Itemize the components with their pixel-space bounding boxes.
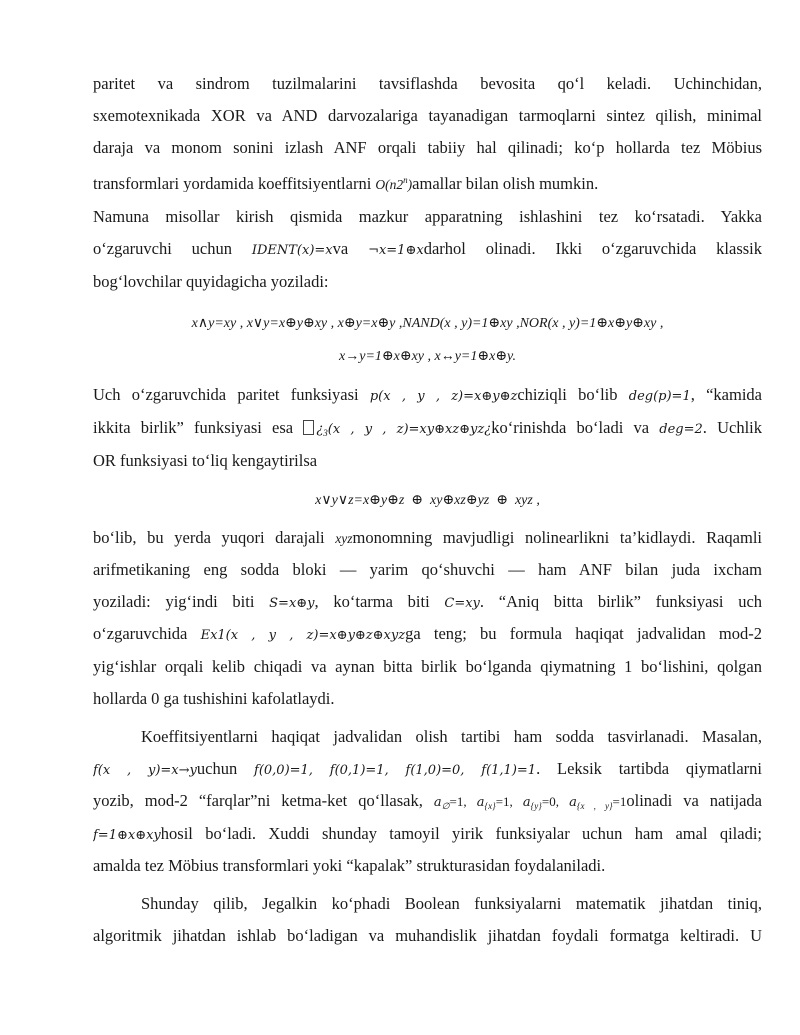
math-formula: f(x , y)=x→y bbox=[93, 763, 197, 778]
math-formula: C=xy bbox=[444, 596, 480, 611]
text: yig‘ishlar orqali kelib chiqadi va aynan bitta birlik bo‘lganda qiymatning 1 bo‘lishini, qolgan bbox=[93, 657, 762, 676]
text: yoziladi: yig‘indi biti bbox=[93, 592, 270, 611]
text-line bbox=[93, 237, 762, 261]
math-formula: xyz bbox=[335, 531, 353, 546]
text: arifmetikaning eng sodda bloki — yarim qo‘shuvchi — ham ANF bilan juda ixcham bbox=[93, 560, 762, 579]
math-formula: ) bbox=[407, 177, 413, 192]
math-formula: deg=2 bbox=[659, 422, 703, 437]
math-formula: ¿ bbox=[316, 422, 324, 437]
math-subscript: 3 bbox=[323, 428, 328, 438]
text: OR funksiyasi to‘liq kengaytirilsa bbox=[93, 451, 318, 470]
text-line bbox=[93, 136, 762, 160]
math-formula: deg(p)=1 bbox=[628, 389, 691, 404]
text-line bbox=[93, 854, 762, 878]
display-equation bbox=[93, 487, 762, 511]
math-subscript: {y} bbox=[530, 801, 542, 811]
text: sxemotexnikada XOR va AND darvozalariga tayanadigan tarmoqlarni sintez qilish, minimal bbox=[93, 106, 762, 125]
math-formula: p(x , y , z)=x⊕y⊕z bbox=[369, 389, 518, 404]
math-formula: =1, bbox=[495, 794, 523, 809]
text-line bbox=[93, 789, 762, 813]
text: ga teng; bu formula haqiqat jadvalidan mod-2 bbox=[405, 624, 762, 643]
math-formula: Ex1(x , y , z)=x⊕y⊕z⊕xyz bbox=[200, 628, 406, 643]
text: transformlari yordamida koeffitsiyentlarni bbox=[93, 174, 376, 192]
text-line bbox=[93, 416, 762, 440]
text: o‘zgaruvchi uchun bbox=[93, 239, 252, 258]
text: , ko‘tarma biti bbox=[314, 592, 445, 611]
text-line bbox=[93, 205, 762, 229]
math-formula: x∨y∨z=x⊕y⊕z ⊕ xy⊕xz⊕yz ⊕ xyz , bbox=[315, 493, 540, 508]
text-line bbox=[93, 168, 762, 192]
text: monomning mavjudligi nolinearlikni ta’kidlaydi. Raqamli bbox=[352, 528, 762, 547]
math-formula: =0, bbox=[541, 794, 570, 809]
text: Koeffitsiyentlarni haqiqat jadvalidan olish tartibi ham sodda tasvirlanadi. Masalan, bbox=[141, 727, 762, 746]
text-line bbox=[93, 590, 762, 614]
text: Namuna misollar kirish qismida mazkur apparatning ishlashini tez ko‘rsatadi. Yakka bbox=[93, 207, 762, 226]
math-formula: f(0,0)=1, f(0,1)=1, f(1,0)=0, f(1,1)=1 bbox=[254, 763, 537, 778]
math-subscript: {x , y} bbox=[576, 801, 613, 811]
math-superscript: n bbox=[403, 175, 408, 185]
text: daraja va monom sonini izlash ANF orqali tabiiy hal qilinadi; ko‘p hollarda tez Möbius bbox=[93, 138, 762, 157]
text: olinadi va natijada bbox=[626, 791, 762, 810]
math-formula: IDENT(x)=x bbox=[251, 243, 333, 258]
math-formula: a bbox=[433, 795, 442, 810]
text-line bbox=[141, 892, 762, 916]
text-line bbox=[141, 725, 762, 749]
text: . “Aniq bitta birlik” funksiyasi uch bbox=[479, 592, 762, 611]
missing-glyph-icon bbox=[303, 420, 314, 435]
text-line bbox=[93, 383, 762, 407]
text: hollarda 0 ga tushishini kafolatlaydi. bbox=[93, 689, 335, 708]
text: o‘zgaruvchida bbox=[93, 624, 201, 643]
text-line bbox=[93, 526, 762, 550]
text-line bbox=[93, 655, 762, 679]
math-formula: O(n2 bbox=[375, 177, 404, 192]
math-formula: a bbox=[569, 795, 577, 810]
text: amalda tez Möbius transformlari yoki “kapalak” strukturasidan foydalaniladi. bbox=[93, 856, 606, 875]
math-formula: =1, bbox=[449, 794, 477, 809]
text: hosil bo‘ladi. Xuddi shunday tamoyil yirik funksiyalar uchun ham amal qiladi; bbox=[160, 824, 762, 843]
text: darhol olinadi. Ikki o‘zgaruvchida klassik bbox=[423, 239, 762, 258]
text-line bbox=[93, 687, 762, 711]
text: paritet va sindrom tuzilmalarini tavsiflashda bevosita qo‘l keladi. Uchinchidan, bbox=[93, 74, 762, 93]
text: uchun bbox=[196, 759, 255, 778]
display-equation bbox=[93, 343, 762, 367]
math-formula: S=x⊕y bbox=[269, 596, 315, 611]
math-subscript: ∅ bbox=[441, 801, 450, 811]
text: ko‘rinishda bo‘ladi va bbox=[491, 418, 660, 437]
text: . Leksik tartibda qiymatlarni bbox=[536, 759, 762, 778]
math-formula: f=1⊕x⊕xy bbox=[93, 828, 161, 843]
display-equation bbox=[93, 310, 762, 334]
text: Shunday qilib, Jegalkin ko‘phadi Boolean funksiyalarni matematik jihatdan tiniq, bbox=[141, 894, 762, 913]
math-formula: a bbox=[522, 795, 531, 810]
math-subscript: {x} bbox=[484, 801, 496, 811]
math-formula: (x , y , z)=xy⊕xz⊕yz¿ bbox=[327, 422, 492, 437]
text-line bbox=[93, 558, 762, 582]
text-line bbox=[93, 757, 762, 781]
text: amallar bilan olish mumkin. bbox=[412, 174, 599, 192]
text-line bbox=[93, 449, 762, 473]
text-line bbox=[93, 622, 762, 646]
text: Uch o‘zgaruvchida paritet funksiyasi bbox=[93, 385, 370, 404]
text: va bbox=[332, 239, 369, 258]
text-line bbox=[93, 822, 762, 846]
text-line bbox=[93, 104, 762, 128]
text-line bbox=[93, 270, 762, 294]
text: bog‘lovchilar quyidagicha yoziladi: bbox=[93, 272, 329, 291]
math-formula: a bbox=[476, 795, 485, 810]
text: ikkita birlik” funksiyasi esa bbox=[93, 418, 304, 437]
text: yozib, mod-2 “farqlar”ni ketma-ket qo‘llasak, bbox=[93, 791, 434, 810]
text-line bbox=[93, 924, 762, 948]
math-formula: ¬x=1⊕x bbox=[368, 243, 424, 258]
text: bo‘lib, bu yerda yuqori darajali bbox=[93, 528, 336, 547]
text: . Uchlik bbox=[702, 418, 762, 437]
math-formula: =1 bbox=[612, 794, 627, 809]
text: chiziqli bo‘lib bbox=[517, 385, 629, 404]
text: algoritmik jihatdan ishlab bo‘ladigan va muhandislik jihatdan foydali formatga keltiradi. U bbox=[93, 926, 762, 945]
math-formula: x∧y=xy , x∨y=x⊕y⊕xy , x⊕y=x⊕y ,NAND(x , y)=1⊕xy ,NOR(x , y)=1⊕x⊕y⊕xy , bbox=[191, 316, 664, 331]
text: , “kamida bbox=[690, 385, 762, 404]
text-line bbox=[93, 72, 762, 96]
math-formula: x→y=1⊕x⊕xy , x↔y=1⊕x⊕y. bbox=[339, 349, 516, 364]
